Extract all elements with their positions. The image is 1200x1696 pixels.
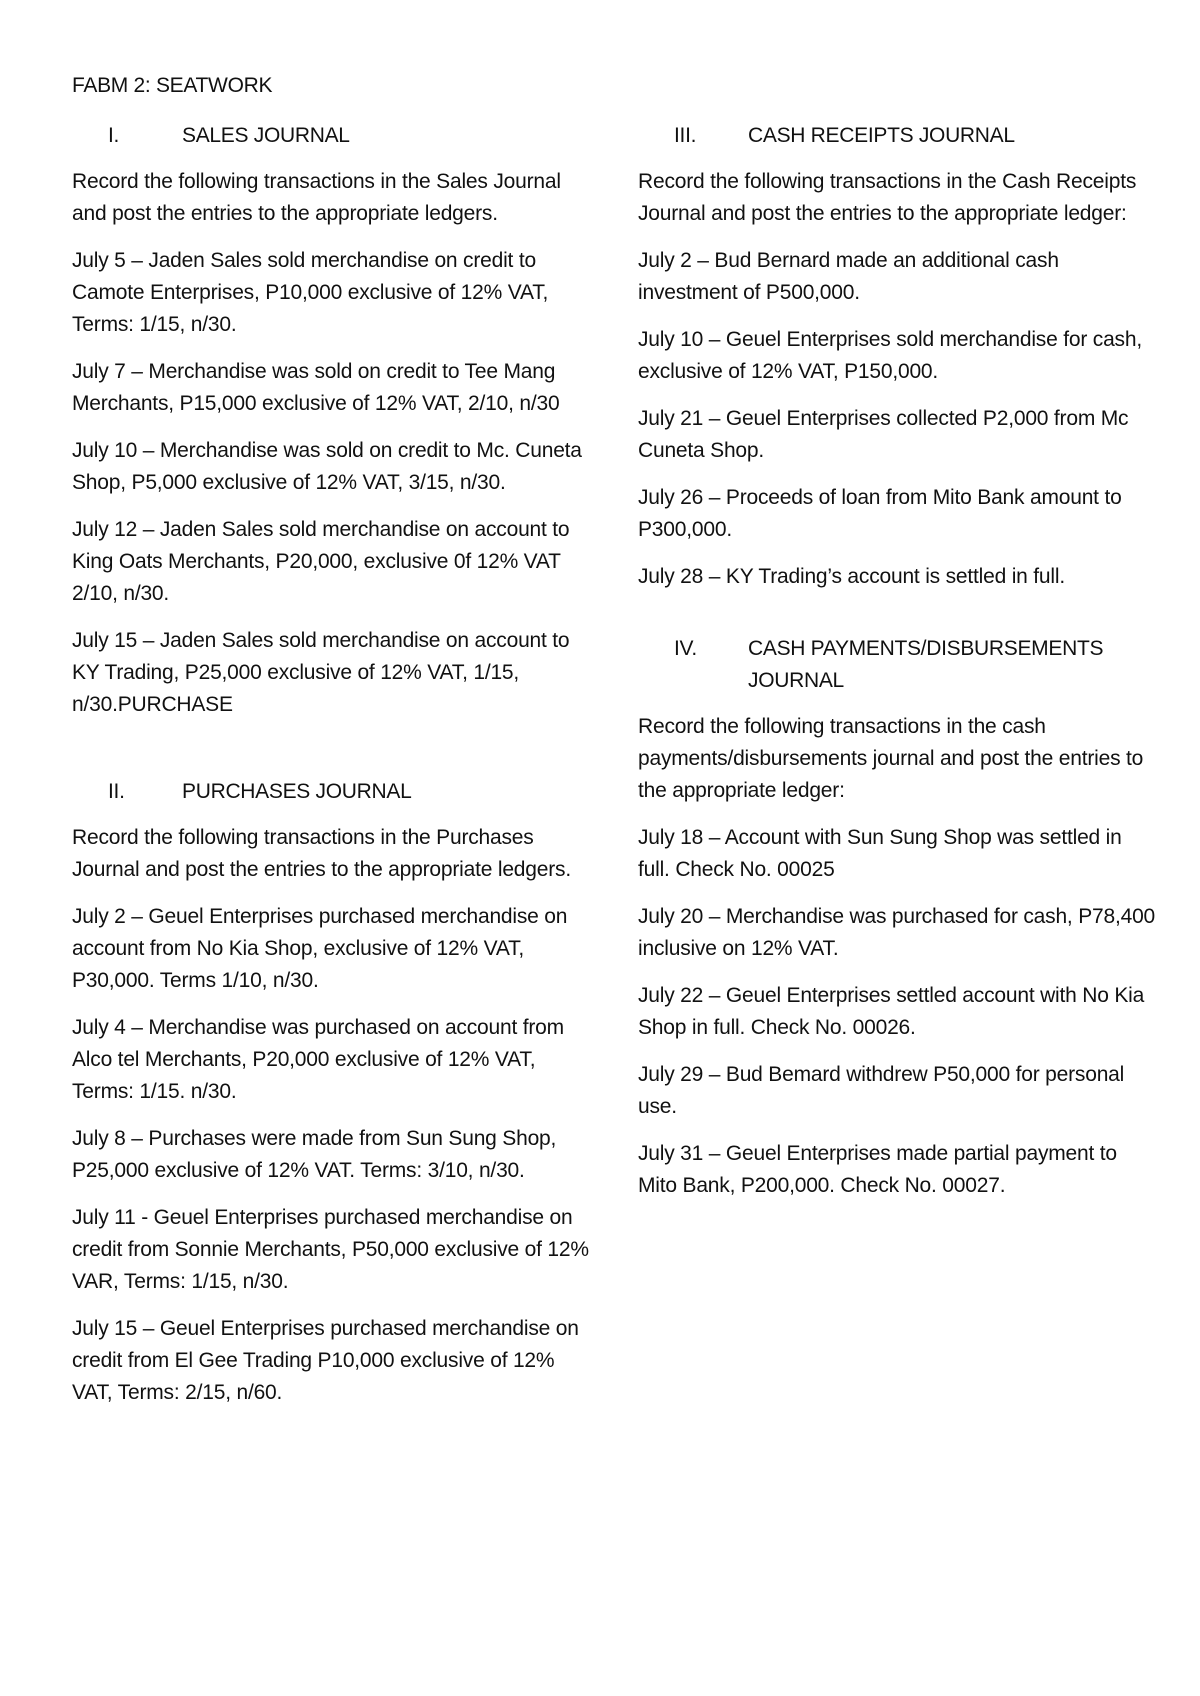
- section-sales-journal: [72, 120, 592, 721]
- section-heading: [638, 120, 1158, 152]
- transaction-item: July 2 – Geuel Enterprises purchased merchandise on account from No Kia Shop, exclusive of 12% VAT, P30,000. Terms 1/10, n/30.: [72, 905, 568, 992]
- section-title: CASH RECEIPTS JOURNAL: [748, 124, 1015, 147]
- section-instruction: Record the following transactions in the Purchases Journal and post the entries to the appropriate ledgers.: [72, 826, 571, 881]
- right-column: [638, 120, 1158, 1217]
- transaction-item: July 10 – Geuel Enterprises sold merchandise for cash, exclusive of 12% VAT, P150,000.: [638, 328, 1142, 383]
- transaction-item: July 29 – Bud Bemard withdrew P50,000 for personal use.: [638, 1063, 1125, 1118]
- transaction-item: July 2 – Bud Bernard made an additional cash investment of P500,000.: [638, 249, 1059, 304]
- left-column: [72, 120, 592, 1424]
- transaction-item: July 15 – Geuel Enterprises purchased merchandise on credit from El Gee Trading P10,000 exclusive of 12% VAT, Terms: 2/15, n/60.: [72, 1317, 579, 1404]
- document-title: FABM 2: SEATWORK: [72, 74, 273, 97]
- section-heading: [72, 120, 592, 152]
- section-number: I.: [108, 124, 120, 147]
- transaction-item: July 18 – Account with Sun Sung Shop was settled in full. Check No. 00025: [638, 826, 1122, 881]
- transaction-item: July 26 – Proceeds of loan from Mito Bank amount to P300,000.: [638, 486, 1122, 541]
- section-heading: [638, 633, 1158, 697]
- section-spacer: [72, 736, 592, 776]
- transaction-item: July 21 – Geuel Enterprises collected P2,000 from Mc Cuneta Shop.: [638, 407, 1129, 462]
- section-spacer: [638, 608, 1158, 633]
- section-title: PURCHASES JOURNAL: [182, 780, 412, 803]
- transaction-item: July 12 – Jaden Sales sold merchandise on account to King Oats Merchants, P20,000, exclusive 0f 12% VAT 2/10, n/30.: [72, 518, 570, 605]
- section-instruction: Record the following transactions in the Cash Receipts Journal and post the entries to the appropriate ledger:: [638, 170, 1137, 225]
- section-number: II.: [108, 780, 125, 803]
- transaction-item: July 22 – Geuel Enterprises settled account with No Kia Shop in full. Check No. 00026.: [638, 984, 1145, 1039]
- section-cash-payments-journal: [638, 633, 1158, 1202]
- transaction-item: July 5 – Jaden Sales sold merchandise on credit to Camote Enterprises, P10,000 exclusive of 12% VAT, Terms: 1/15, n/30.: [72, 249, 549, 336]
- transaction-item: July 20 – Merchandise was purchased for cash, P78,400 inclusive on 12% VAT.: [638, 905, 1156, 960]
- section-purchases-journal: [72, 776, 592, 1409]
- transaction-item: July 31 – Geuel Enterprises made partial payment to Mito Bank, P200,000. Check No. 00027.: [638, 1142, 1117, 1197]
- transaction-item: July 8 – Purchases were made from Sun Sung Shop, P25,000 exclusive of 12% VAT. Terms: 3/10, n/30.: [72, 1127, 557, 1182]
- transaction-item: July 15 – Jaden Sales sold merchandise on account to KY Trading, P25,000 exclusive of 12% VAT, 1/15, n/30.PURCHASE: [72, 629, 570, 716]
- transaction-item: July 7 – Merchandise was sold on credit to Tee Mang Merchants, P15,000 exclusive of 12% VAT, 2/10, n/30: [72, 360, 560, 415]
- section-title: CASH PAYMENTS/DISBURSEMENTS JOURNAL: [748, 637, 1104, 692]
- section-instruction: Record the following transactions in the Sales Journal and post the entries to the appropriate ledgers.: [72, 170, 561, 225]
- section-heading: [72, 776, 592, 808]
- section-number: III.: [674, 124, 697, 147]
- transaction-item: July 28 – KY Trading’s account is settled in full.: [638, 565, 1065, 588]
- section-cash-receipts-journal: [638, 120, 1158, 593]
- section-number: IV.: [674, 637, 697, 660]
- transaction-item: July 11 - Geuel Enterprises purchased merchandise on credit from Sonnie Merchants, P50,000 exclusive of 12% VAR, Terms: 1/15, n/30.: [72, 1206, 589, 1293]
- section-instruction: Record the following transactions in the cash payments/disbursements journal and post the entries to the appropriate ledger:: [638, 715, 1144, 802]
- transaction-item: July 10 – Merchandise was sold on credit to Mc. Cuneta Shop, P5,000 exclusive of 12% VAT, 3/15, n/30.: [72, 439, 582, 494]
- transaction-item: July 4 – Merchandise was purchased on account from Alco tel Merchants, P20,000 exclusive of 12% VAT, Terms: 1/15. n/30.: [72, 1016, 564, 1103]
- section-title: SALES JOURNAL: [182, 124, 350, 147]
